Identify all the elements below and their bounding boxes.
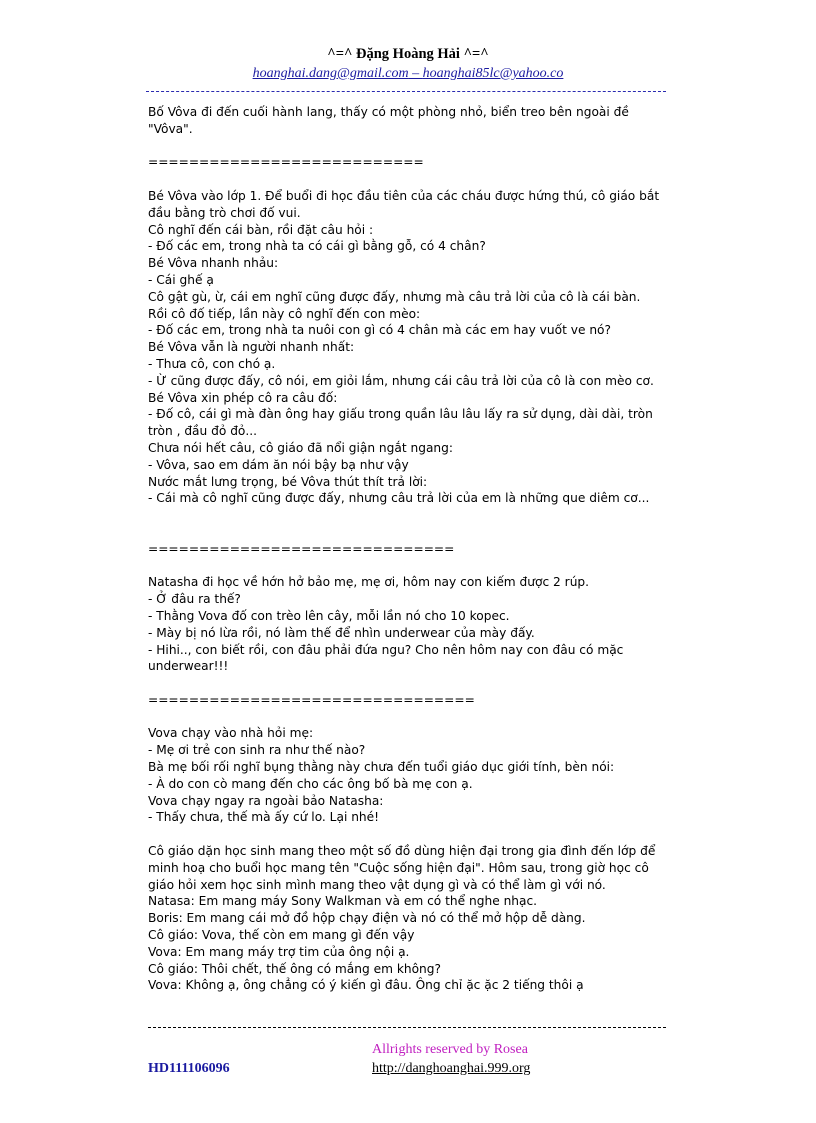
text-line: - Đố cô, cái gì mà đàn ông hay giấu trong quần lâu lâu lấy ra sử dụng, dài dài, tròn tròn , đầu đỏ đỏ... <box>148 407 657 439</box>
text-line: Vova chạy ngay ra ngoài bảo Natasha: <box>148 793 384 808</box>
text-line: Cô nghĩ đến cái bàn, rồi đặt câu hỏi : <box>148 222 374 237</box>
blank-line <box>148 171 668 188</box>
text-line: - Đố các em, trong nhà ta nuôi con gì có 4 chân mà các em hay vuốt ve nó? <box>148 323 611 338</box>
header-emails <box>0 66 816 82</box>
text-line: - Hihi.., con biết rồi, con đâu phải đứa ngu? Cho nên hôm nay con đâu có mặc underwear!!! <box>148 642 628 674</box>
text-line: Natasa: Em mang máy Sony Walkman và em có thể nghe nhạc. <box>148 894 538 909</box>
text-line: Vova chạy vào nhà hỏi mẹ: <box>148 726 314 741</box>
text-line: ============================== <box>148 541 455 556</box>
blank-line <box>148 558 668 575</box>
text-line: Natasha đi học về hớn hở bảo mẹ, mẹ ơi, hôm nay con kiếm được 2 rúp. <box>148 575 590 590</box>
text-line: Bé Vôva xin phép cô ra câu đố: <box>148 390 338 405</box>
footer-url-link[interactable]: http://danghoanghai.999.org <box>372 1061 531 1076</box>
text-line: - Đố các em, trong nhà ta có cái gì bằng gỗ, có 4 chân? <box>148 239 486 254</box>
document-body <box>148 104 668 994</box>
text-line: Chưa nói hết câu, cô giáo đã nổi giận ngắt ngang: <box>148 440 453 455</box>
text-line: Cô giáo: Vova, thế còn em mang gì đến vậy <box>148 928 415 943</box>
text-line: Nước mắt lưng trọng, bé Vôva thút thít trả lời: <box>148 474 428 489</box>
blank-line <box>148 709 668 726</box>
text-line: Bà mẹ bối rối nghĩ bụng thằng này chưa đến tuổi giáo dục giới tính, bèn nói: <box>148 760 615 775</box>
text-line: Rồi cô đố tiếp, lần này cô nghĩ đến con mèo: <box>148 306 421 321</box>
text-line: Bố Vôva đi đến cuối hành lang, thấy có một phòng nhỏ, biển treo bên ngoài đề "Vôva". <box>148 105 633 136</box>
text-line: - Thưa cô, con chó ạ. <box>148 356 276 371</box>
text-line: - Ừ cũng được đấy, cô nói, em giỏi lắm, nhưng cái câu trả lời của cô là con mèo cơ. <box>148 373 654 388</box>
blank-line <box>148 826 668 843</box>
text-line: Bé Vôva vào lớp 1. Để buổi đi học đầu tiên của các cháu được hứng thú, cô giáo bắt đầu bằng trò chơi đố vui. <box>148 188 663 220</box>
text-line: Boris: Em mang cái mở đồ hộp chạy điện và nó có thể mở hộp dễ dàng. <box>148 911 586 926</box>
text-line: Bé Vôva vẫn là người nhanh nhất: <box>148 340 355 355</box>
text-line: - Vôva, sao em dám ăn nói bậy bạ như vậy <box>148 457 409 472</box>
footer-document-id: HD111106096 <box>148 1061 230 1076</box>
text-line: Cô giáo dặn học sinh mang theo một số đồ dùng hiện đại trong gia đình đến lớp để minh hoạ cho buổi học mang tên "Cuộc sống hiện đại". Hôm sau, trong giờ học cô giáo hỏi xem học sinh mình mang theo vật dụng gì và có thể làm gì với nó. <box>148 844 660 892</box>
blank-line <box>148 675 668 692</box>
blank-line <box>148 524 668 541</box>
email-separator: – <box>408 66 423 81</box>
text-line: - Cái mà cô nghĩ cũng được đấy, nhưng câu trả lời của em là những que diêm cơ... <box>148 491 650 506</box>
text-line: Bé Vôva nhanh nhảu: <box>148 256 279 271</box>
text-line: Vova: Em mang máy trợ tim của ông nội ạ. <box>148 944 410 959</box>
footer-divider <box>148 1027 666 1028</box>
blank-line <box>148 507 668 524</box>
header-title: ^=^ Đặng Hoàng Hải ^=^ <box>327 46 489 62</box>
text-line: Cô gật gù, ừ, cái em nghĩ cũng được đấy, nhưng mà câu trả lời của cô là cái bàn. <box>148 289 641 304</box>
text-line: - Thằng Vova đố con trèo lên cây, mỗi lần nó cho 10 kopec. <box>148 608 510 623</box>
text-line: - Thấy chưa, thế mà ấy cứ lo. Lại nhé! <box>148 810 380 825</box>
text-line: =========================== <box>148 155 424 170</box>
text-line: ================================ <box>148 692 475 707</box>
text-line: Cô giáo: Thôi chết, thế ông có mắng em không? <box>148 961 441 976</box>
text-line: - Ở đâu ra thế? <box>148 592 241 607</box>
email-link-yahoo[interactable]: hoanghai85lc@yahoo.co <box>422 66 564 81</box>
text-line: Vova: Không ạ, ông chẳng có ý kiến gì đâu. Ông chỉ ặc ặc 2 tiếng thôi ạ <box>148 978 584 993</box>
text-line: - Cái ghế ạ <box>148 272 214 287</box>
blank-line <box>148 138 668 155</box>
text-line: - Mẹ ơi trẻ con sinh ra như thế nào? <box>148 743 366 758</box>
footer-rights: Allrights reserved by Rosea <box>372 1042 528 1057</box>
email-link-gmail[interactable]: hoanghai.dang@gmail.com <box>252 66 409 81</box>
header-divider <box>146 91 666 92</box>
text-line: - À do con cò mang đến cho các ông bố bà mẹ con ạ. <box>148 776 473 791</box>
text-line: - Mày bị nó lừa rồi, nó làm thế để nhìn underwear của mày đấy. <box>148 625 535 640</box>
